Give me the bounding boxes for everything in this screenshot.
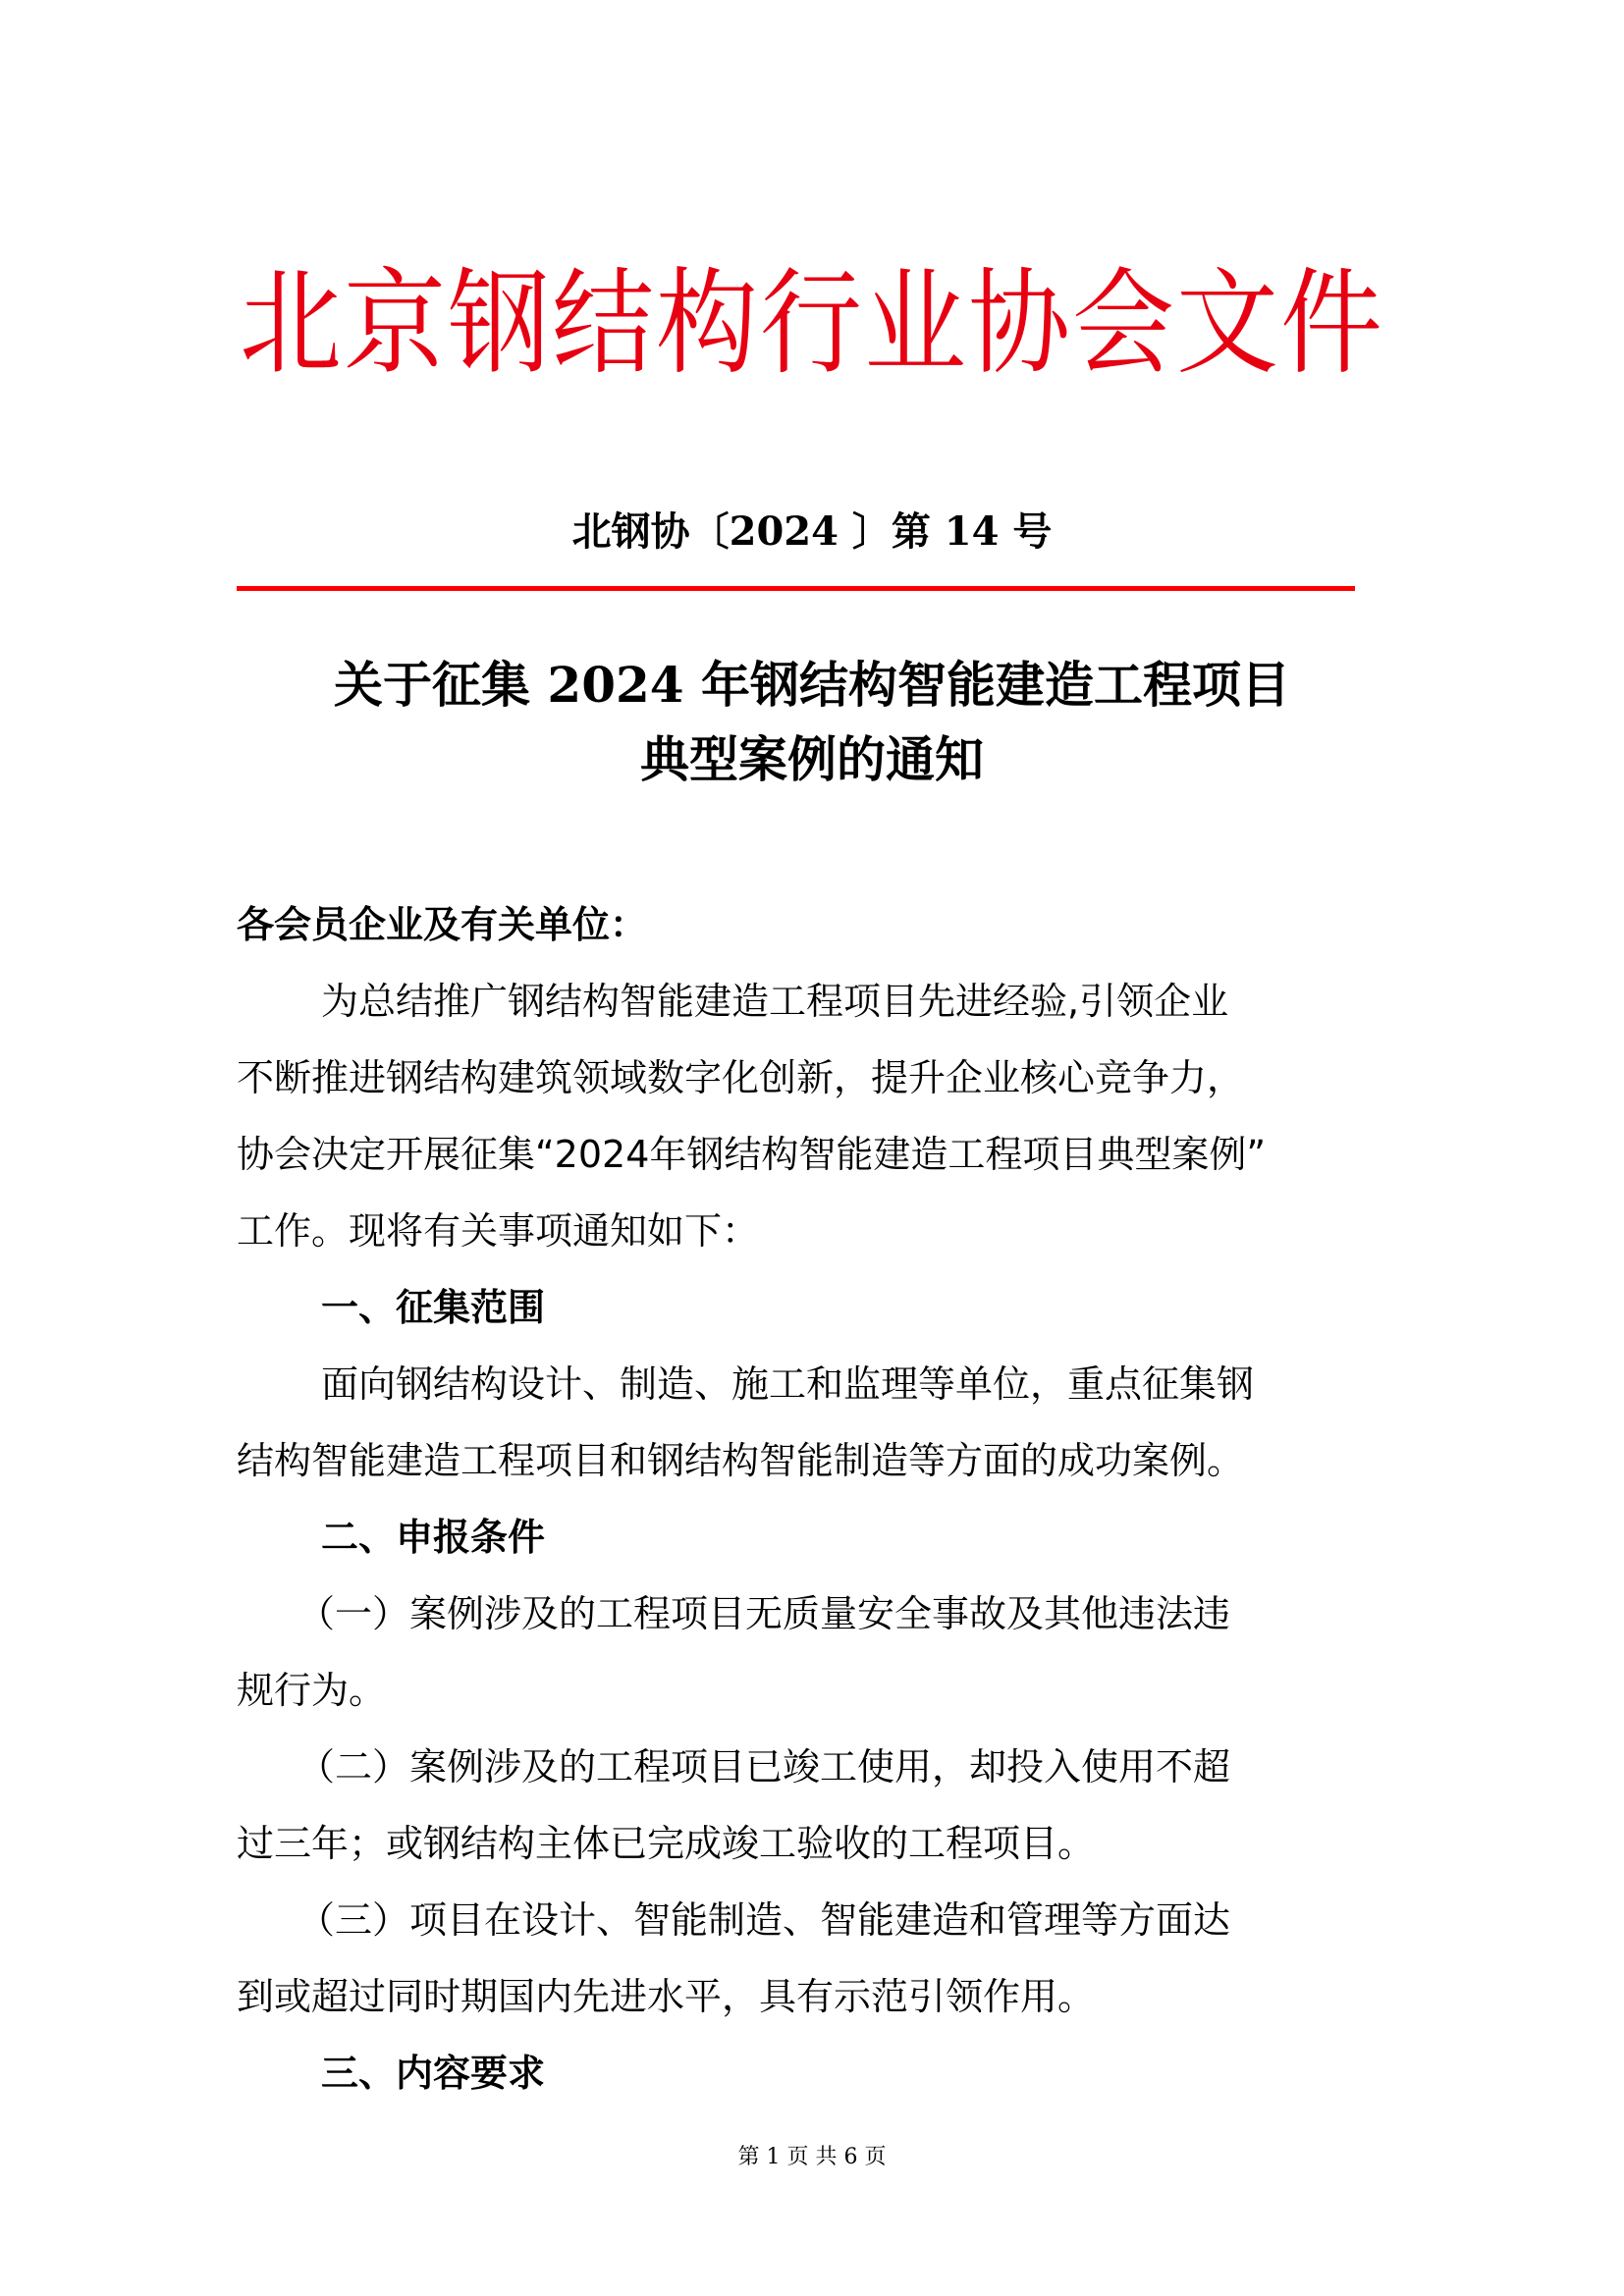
page-number-footer: 第 1 页 共 6 页 (737, 2145, 887, 2169)
condition-2-line-1: （二）案例涉及的工程项目已竣工使用，却投入使用不超 (298, 1745, 1231, 1789)
intro-line-4: 工作。现将有关事项通知如下： (237, 1209, 760, 1253)
condition-3-line-2: 到或超过同时期国内先进水平，具有示范引领作用。 (237, 1975, 1096, 2018)
section-scope-line-1: 面向钢结构设计、制造、施工和监理等单位，重点征集钢 (321, 1362, 1255, 1406)
section-heading-conditions: 二、申报条件 (321, 1516, 546, 1559)
condition-1-line-2: 规行为。 (237, 1669, 387, 1712)
masthead-title: 北京钢结构行业协会文件 (239, 255, 1384, 391)
condition-3-line-1: （三）项目在设计、智能制造、智能建造和管理等方面达 (298, 1898, 1231, 1942)
notice-title (0, 648, 1624, 797)
intro-line-1: 为总结推广钢结构智能建造工程项目先进经验,引领企业 (321, 980, 1229, 1023)
notice-title-line-1: 关于征集 2024 年钢结构智能建造工程项目 (334, 656, 1290, 714)
condition-2-line-2: 过三年；或钢结构主体已完成竣工验收的工程项目。 (237, 1822, 1096, 1865)
red-divider-rule (237, 586, 1355, 591)
salutation: 各会员企业及有关单位： (237, 903, 648, 946)
section-heading-scope: 一、征集范围 (321, 1286, 546, 1329)
section-scope-line-2: 结构智能建造工程项目和钢结构智能制造等方面的成功案例。 (237, 1439, 1245, 1482)
intro-line-2: 不断推进钢结构建筑领域数字化创新，提升企业核心竞争力， (237, 1056, 1245, 1099)
condition-1-line-1: （一）案例涉及的工程项目无质量安全事故及其他违法违 (298, 1592, 1231, 1635)
document-number: 北钢协〔2024 〕第 14 号 (571, 508, 1053, 555)
intro-line-3: 协会决定开展征集“2024年钢结构智能建造工程项目典型案例” (237, 1133, 1267, 1176)
notice-title-line-2: 典型案例的通知 (640, 730, 984, 788)
section-heading-content-requirements: 三、内容要求 (321, 2052, 546, 2095)
